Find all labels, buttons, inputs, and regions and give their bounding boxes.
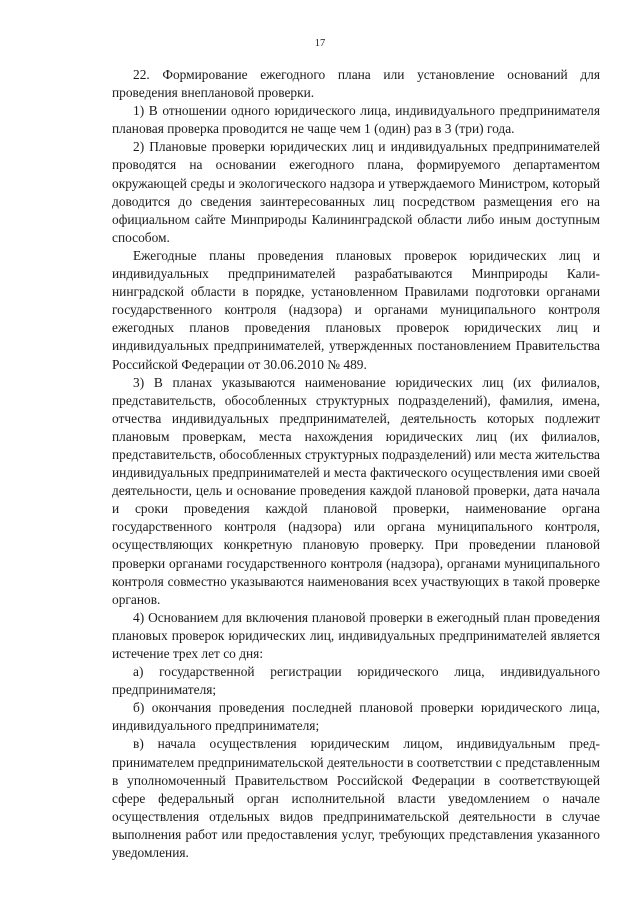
subclause-v-paragraph: в) начала осуществления юридическим лицом, индивидуальным предпринимателем предпринимательской деятельности в соответствии с представленным в уполномоченный Правительством Российской Федерации в соответствующей сфере федеральный орган исполнительной власти уведомлением о начале осуществления отдельных видов предпринимательской деятельности в случае выполнения работ или предоставления услуг, требующих представления указанного уведомления. — [112, 736, 600, 861]
clause-1-paragraph: 1) В отношении одного юридического лица, индивидуального предпринимателя плановая проверка проводится не чаще чем 1 (один) раз в 3 (три) года. — [112, 103, 600, 137]
subclause-b-paragraph: б) окончания проведения последней плановой проверки юридического лица, индивидуального предпринимателя; — [112, 700, 600, 734]
page-number: 17 — [314, 38, 326, 49]
annual-plans-paragraph: Ежегодные планы проведения плановых проверок юридических лиц и индивидуальных предпринимателей разрабатываются Минприроды Калининградской области в порядке, установленном Правилами подготовки органами государственного контроля (надзора) и органами муниципального контроля ежегодных планов проведения плановых проверок юридических лиц и индивидуальных предпринимателей, утвержденных постановлением Правительства Российской Федерации от 30.06.2010 № 489. — [112, 247, 600, 372]
clause-4-paragraph: 4) Основанием для включения плановой проверки в ежегодный план проведения плановых проверок юридических лиц, индивидуальных предпринимателей является истечение трех лет со дня: — [112, 609, 600, 661]
document-body — [112, 66, 600, 862]
clause-3-paragraph: 3) В планах указываются наименование юридических лиц (их филиалов, представительств, обособленных структурных подразделений), фамилия, имена, отчества индивидуальных предпринимателей, деятельность которых подлежит плановым проверкам, места нахождения юридических лиц (их филиалов, представительств, обособленных структурных подразделений) или места жительства индивидуальных предпринимателей и места фактического осуществления ими своей деятельности, цель и основание проведения каждой плановой проверки, дата начала и сроки проведения каждой плановой проверки, наименование органа государственного контроля (надзора) или органа муниципального контроля, осуществляющих конкретную плановую проверку. При проведении плановой проверки органами государственного контроля (надзора), органами муниципального контроля совместно указываются наименования всех участвующих в такой проверке органов. — [112, 374, 600, 607]
section-heading: 22. Формирование ежегодного плана или установление оснований для проведения внеплановой проверки. — [112, 67, 600, 101]
clause-2-paragraph: 2) Плановые проверки юридических лиц и индивидуальных предпринимателей проводятся на основании ежегодного плана, формируемого департаментом окружающей среды и экологического надзора и утверждаемого Министром, который доводится до сведения заинтересованных лиц посредством размещения его на официальном сайте Минприроды Калининградской области либо иным доступным способом. — [112, 139, 600, 245]
subclause-a-paragraph: а) государственной регистрации юридического лица, индивидуального предпринимателя; — [112, 664, 600, 698]
